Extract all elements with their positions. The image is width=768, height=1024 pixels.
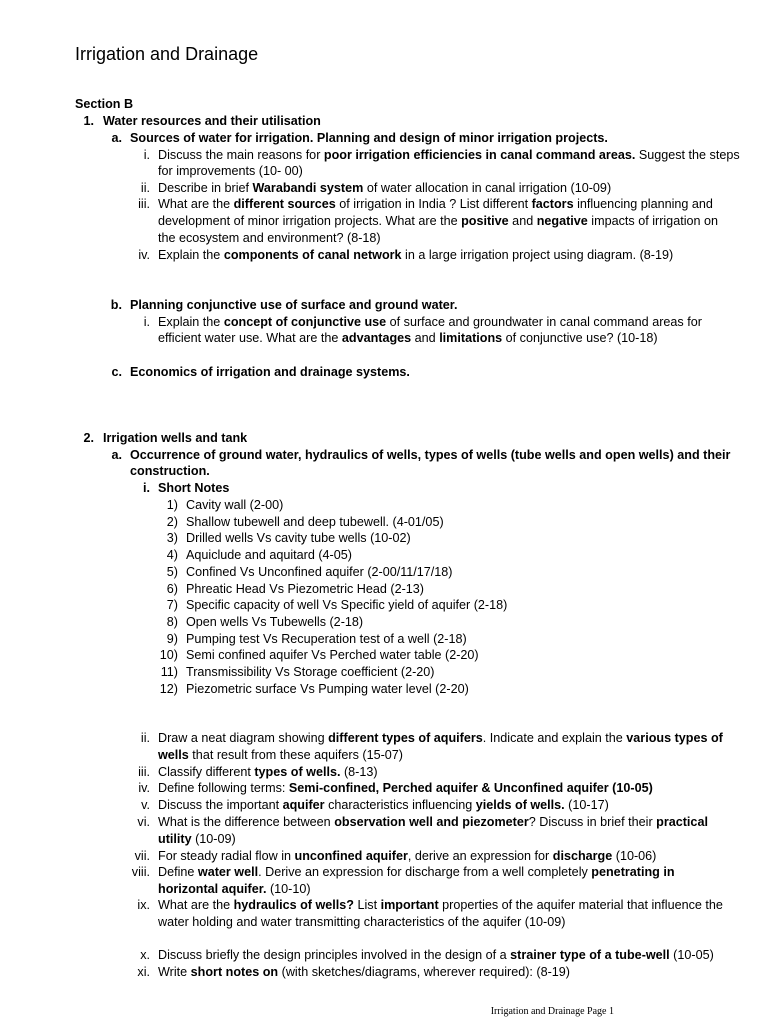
q2a-item-line: water holding and water transmitting characteristics of the aquifer (10-09)	[158, 914, 566, 929]
q2a-item-number: vii.	[134, 849, 150, 863]
q1b-item-i-number: i.	[143, 315, 150, 329]
short-note-text: Open wells Vs Tubewells (2-18)	[186, 614, 364, 629]
q2a-number: a.	[111, 448, 122, 462]
q1a-item-iv-number: iv.	[138, 248, 150, 262]
q2a-item-line: Classify different types of wells. (8-13)	[158, 765, 378, 779]
q2a-item-line: horizontal aquifer. (10-10)	[158, 881, 311, 896]
short-note-text: Piezometric surface Vs Pumping water level (2-20)	[186, 681, 469, 696]
q2a-item-line: For steady radial flow in unconfined aquifer, derive an expression for discharge (10-06)	[158, 849, 657, 863]
short-note-text: Cavity wall (2-00)	[186, 498, 284, 512]
q2a-item-number: v.	[141, 798, 150, 812]
q2a-item-line: Discuss the important aquifer characteristics influencing yields of wells. (10-17)	[158, 798, 609, 812]
q1c-number: c.	[111, 365, 122, 379]
q1a-item-i-number: i.	[143, 148, 150, 162]
short-note-number: 10)	[159, 648, 178, 663]
short-note-text: Specific capacity of well Vs Specific yield of aquifer (2-18)	[186, 598, 508, 613]
short-note-text: Aquiclude and aquitard (4-05)	[186, 548, 352, 563]
short-note-number: 3)	[166, 531, 178, 546]
q1a-heading: Sources of water for irrigation. Planning and design of minor irrigation projects.	[130, 131, 608, 145]
q1a-item-ii-line-1: Describe in brief Warabandi system of water allocation in canal irrigation (10-09)	[158, 181, 612, 195]
q2a-item-number: viii.	[131, 865, 150, 879]
short-note-text: Semi confined aquifer Vs Perched water table (2-20)	[186, 648, 479, 663]
short-note-number: 5)	[166, 564, 178, 579]
q1b-item-i-line-1: Explain the concept of conjunctive use of surface and groundwater in canal command areas for	[158, 315, 702, 329]
q1a-item-iii-line-3: the ecosystem and environment? (8-18)	[158, 231, 381, 245]
short-note-text: Transmissibility Vs Storage coefficient (2-20)	[186, 665, 435, 679]
q1a-item-i-line-2: for improvements (10- 00)	[158, 164, 303, 178]
short-note-text: Drilled wells Vs cavity tube wells (10-02)	[186, 531, 411, 546]
q2a-heading-line-2: construction.	[130, 464, 210, 478]
q1a-item-iii-number: iii.	[138, 197, 150, 211]
q1a-item-iii-line-1: What are the different sources of irrigation in India ? List different factors influencing planning and	[158, 197, 713, 211]
short-note-text: Confined Vs Unconfined aquifer (2-00/11/17/18)	[186, 564, 453, 579]
q1a-item-i-line-1: Discuss the main reasons for poor irrigation efficiencies in canal command areas. Suggest the steps	[158, 148, 740, 162]
q1a-item-ii-number: ii.	[140, 181, 150, 195]
q1b-heading: Planning conjunctive use of surface and ground water.	[130, 298, 458, 312]
q2a-item-line: Define water well. Derive an expression for discharge from a well completely penetrating in	[158, 865, 675, 879]
q1-heading: Water resources and their utilisation	[103, 114, 321, 128]
q1a-item-iv-line-1: Explain the components of canal network in a large irrigation project using diagram. (8-19)	[158, 248, 674, 262]
q2a-item-line: wells that result from these aquifers (15-07)	[158, 747, 404, 762]
q2-heading: Irrigation wells and tank	[103, 431, 248, 445]
short-note-number: 1)	[166, 498, 178, 512]
document-title: Irrigation and Drainage	[75, 44, 259, 64]
q2a-item-number: x.	[140, 948, 150, 962]
q1b-item-i-line-2: efficient water use. What are the advantages and limitations of conjunctive use? (10-18)	[158, 331, 658, 345]
q1b-number: b.	[110, 298, 122, 312]
short-note-number: 8)	[166, 614, 178, 629]
q2a-item-line: What are the hydraulics of wells? List important properties of the aquifer material that influence the	[158, 898, 723, 912]
short-notes-heading: Short Notes	[158, 481, 230, 495]
q2a-item-line: Write short notes on (with sketches/diagrams, wherever required): (8-19)	[158, 965, 570, 979]
q2a-item-line: What is the difference between observation well and piezometer? Discuss in brief their practical	[158, 815, 708, 829]
short-note-number: 2)	[166, 514, 178, 529]
q2a-item-number: vi.	[137, 815, 150, 829]
short-notes-number: i.	[143, 481, 150, 495]
short-note-text: Phreatic Head Vs Piezometric Head (2-13)	[186, 581, 424, 596]
page-footer: Irrigation and Drainage Page 1	[490, 1006, 614, 1017]
short-note-number: 12)	[159, 681, 178, 696]
q2a-item-line: utility (10-09)	[158, 831, 236, 846]
section-heading: Section B	[75, 97, 134, 111]
q2a-item-line: Draw a neat diagram showing different types of aquifers. Indicate and explain the various types of	[158, 731, 723, 745]
q2-number: 2.	[83, 431, 94, 445]
q2a-heading-line-1: Occurrence of ground water, hydraulics of wells, types of wells (tube wells and open wells) and their	[130, 448, 731, 462]
q1a-item-iii-line-2: development of minor irrigation projects. What are the positive and negative impacts of irrigation on	[158, 214, 719, 228]
short-note-number: 6)	[166, 581, 178, 596]
short-note-number: 9)	[166, 631, 178, 646]
q2a-item-number: ii.	[140, 731, 150, 745]
q2a-item-number: iii.	[138, 765, 150, 779]
short-note-text: Pumping test Vs Recuperation test of a well (2-18)	[186, 631, 467, 646]
q2a-item-line: Discuss briefly the design principles involved in the design of a strainer type of a tube-well (10-05)	[158, 948, 714, 962]
short-note-text: Shallow tubewell and deep tubewell. (4-01/05)	[186, 514, 444, 529]
q2a-item-number: iv.	[138, 781, 150, 795]
q2a-item-line: Define following terms: Semi-confined, Perched aquifer & Unconfined aquifer (10-05)	[158, 781, 653, 795]
short-note-number: 7)	[166, 598, 178, 613]
q1a-number: a.	[111, 131, 122, 145]
short-note-number: 4)	[166, 548, 178, 563]
q1-number: 1.	[83, 114, 94, 128]
q2a-item-number: ix.	[137, 898, 150, 912]
q2a-item-number: xi.	[137, 965, 150, 979]
short-note-number: 11)	[160, 665, 178, 679]
q1c-heading: Economics of irrigation and drainage systems.	[130, 365, 410, 379]
